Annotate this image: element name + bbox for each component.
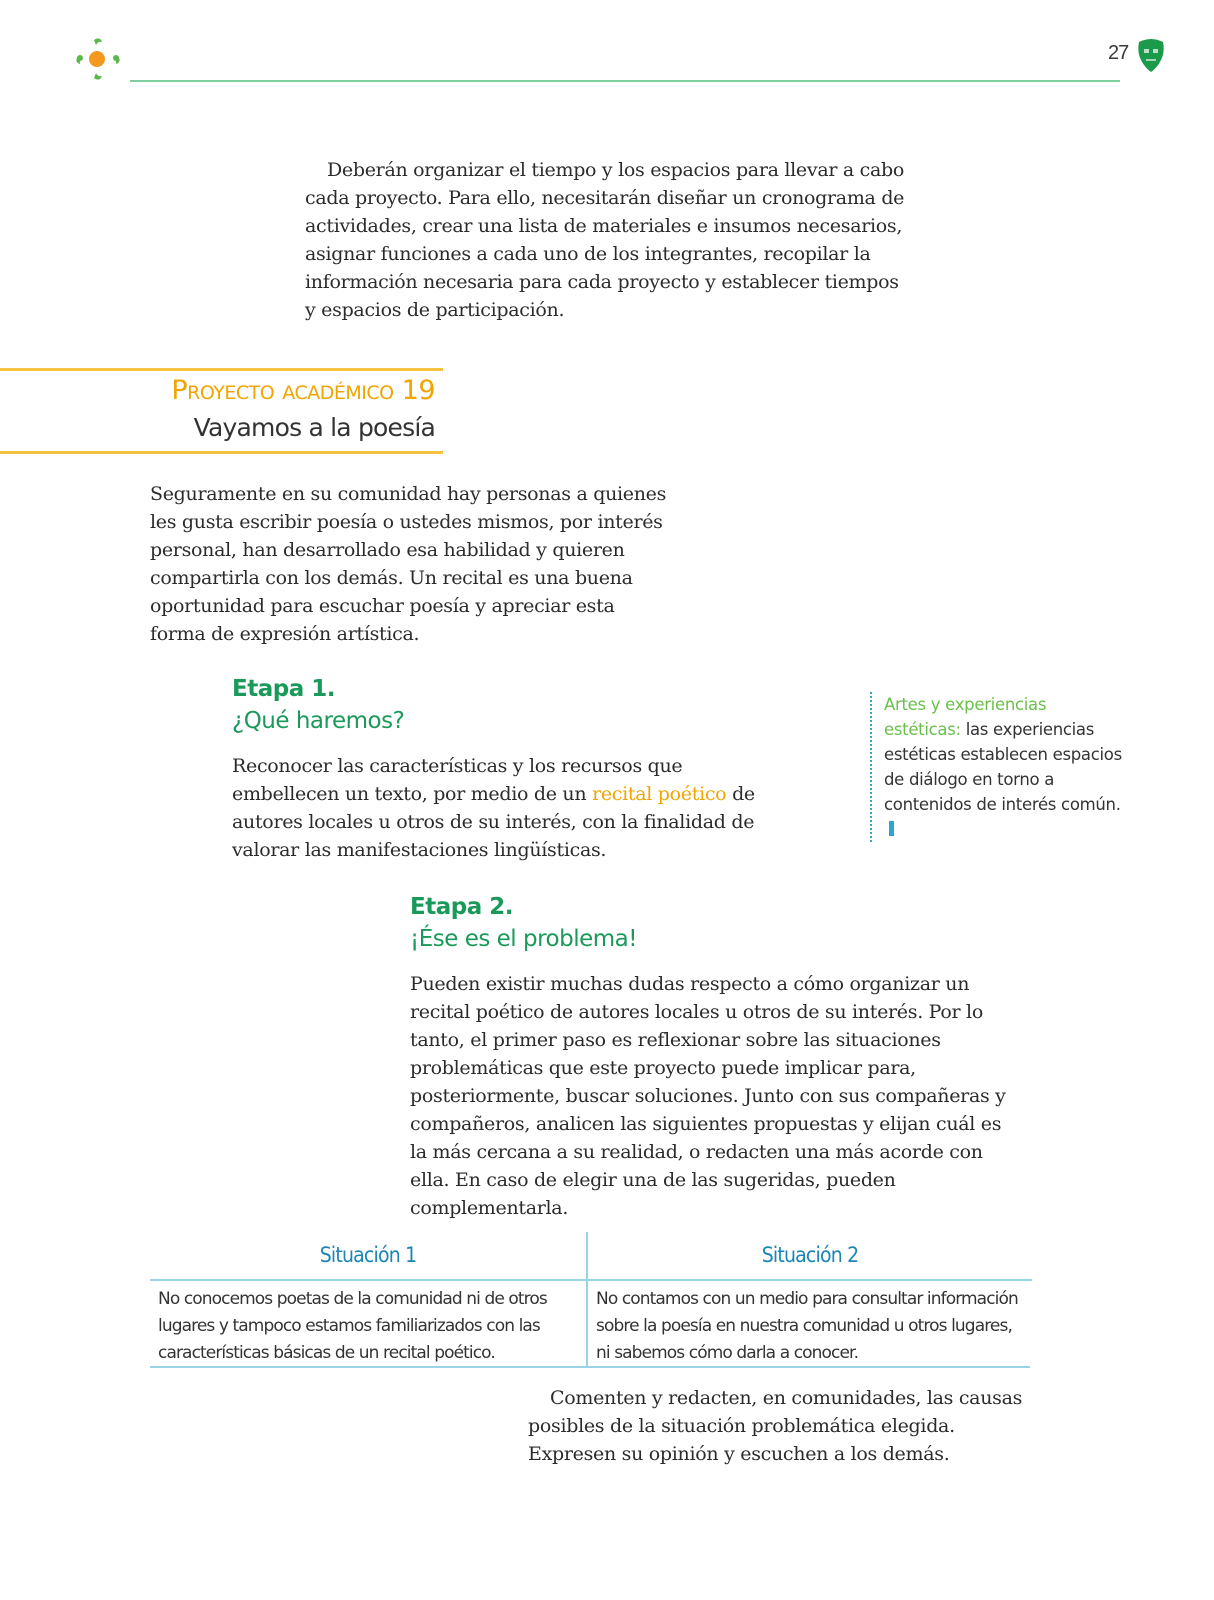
situation-2-text: No contamos con un medio para consultar información sobre la poesía en nuestra comunidad u otros lugares, ni sabemos cómo darla a conocer. [596, 1289, 1018, 1363]
situation-1-title: Situación 1 [150, 1232, 586, 1281]
intro-text: Deberán organizar el tiempo y los espacios para llevar a cabo cada proyecto. Para ello, necesitarán diseñar un cronograma de actividades, crear una lista de materiales e insumos necesarios, asignar funciones a cada uno de los integrantes, recopilar la información necesaria para cada proyecto y establecer tiempos y espacios de participación. [305, 159, 905, 321]
stage-2-question: ¡Ése es el problema! [410, 926, 637, 952]
situation-1-column [150, 1232, 586, 1366]
situations-table [150, 1232, 1030, 1366]
glossary-term-link[interactable]: recital poético [592, 783, 727, 805]
situation-2-column [586, 1232, 1032, 1366]
closing-text: Comenten y redacten, en comunidades, las causas posibles de la situación problemática elegida. Expresen su opinión y escuchen a los demás. [528, 1387, 1023, 1465]
situation-1-text: No conocemos poetas de la comunidad ni de otros lugares y tampoco estamos familiarizados con las características básicas de un recital poético. [158, 1289, 547, 1363]
sidebar-term: Artes y experiencias estéticas: [884, 695, 1047, 739]
situation-2-title: Situación 2 [588, 1232, 1032, 1281]
intro-paragraph [305, 156, 905, 324]
stage-1-paragraph [232, 752, 772, 864]
stage-1-question: ¿Qué haremos? [232, 708, 405, 734]
project-heading-box [0, 368, 443, 454]
stage-1-text-before: Reconocer las características y los recursos que embellecen un texto, por medio de un [232, 755, 683, 805]
stage-1-number: Etapa 1. [232, 676, 335, 702]
project-label [171, 375, 435, 406]
project-title: Vayamos a la poesía [193, 413, 435, 442]
project-label-text: Proyecto académico 19 [171, 375, 435, 406]
stage-1-text-after: de autores locales u otros de su interés, con la finalidad de valorar las manifestaciones lingüísticas. [232, 783, 755, 861]
community-logo-icon [72, 34, 124, 84]
page-number: 27 [1108, 42, 1129, 64]
end-mark-icon [889, 821, 894, 836]
header-rule [130, 80, 1120, 82]
closing-paragraph [528, 1384, 1048, 1468]
table-bottom-rule [150, 1366, 1030, 1368]
green-mask-icon [1136, 38, 1166, 74]
stage-2-number: Etapa 2. [410, 894, 513, 920]
stage-2-paragraph: Pueden existir muchas dudas respecto a cómo organizar un recital poético de autores locales u otros de su interés. Por lo tanto, el primer paso es reflexionar sobre las situaciones problemáticas que este proyecto puede implicar para, posteriormente, buscar soluciones. Junto con sus compañeras y compañeros, analicen las siguientes propuestas y elijan cuál es la más cercana a su realidad, o redacten una más acorde con ella. En caso de elegir una de las sugeridas, pueden complementarla. [410, 973, 1006, 1219]
glossary-sidebar [870, 692, 1124, 842]
intro-project-paragraph: Seguramente en su comunidad hay personas a quienes les gusta escribir poesía o ustedes mismos, por interés personal, han desarrollado esa habilidad y quieren compartirla con los demás. Un recital es una buena oportunidad para escuchar poesía y apreciar esta forma de expresión artística. [150, 483, 667, 645]
sidebar-definition: las experiencias estéticas establecen espacios de diálogo en torno a contenidos de interés común. [884, 720, 1122, 814]
